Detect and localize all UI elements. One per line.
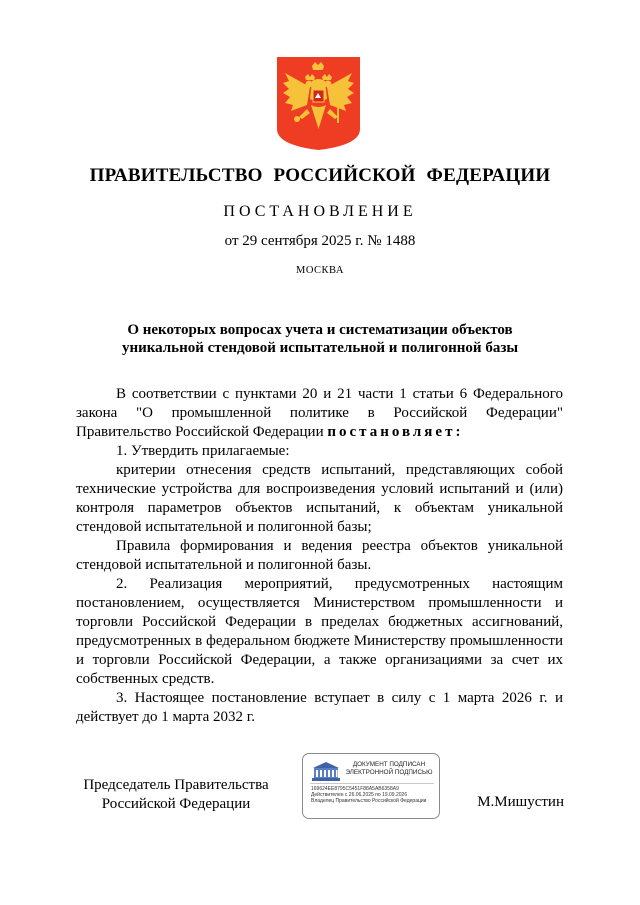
signatory-position-line: Председатель Правительства bbox=[83, 777, 269, 793]
document-type: ПОСТАНОВЛЕНИЕ bbox=[223, 203, 417, 220]
stamp-title bbox=[343, 761, 435, 777]
item-1-criteria: критерии отнесения средств испытаний, представляющих собой технические устройства для воспроизведения условий испытаний и (или) контроля параметров объектов испытаний, к объектам уникальной стендовой испытательной и полигонной базы; bbox=[76, 462, 563, 535]
decree-body bbox=[76, 385, 563, 727]
certificate-serial: 169624EE8795C5451F88A5AB6358A9 bbox=[311, 786, 399, 792]
decides-word: постановляет: bbox=[327, 424, 464, 440]
government-building-icon bbox=[311, 760, 341, 782]
decree-title-line: О некоторых вопросах учета и систематизации объектов bbox=[127, 322, 513, 338]
russian-coat-of-arms-icon bbox=[277, 57, 360, 150]
certificate-owner: Владелец Правительство Российской Федерации bbox=[311, 798, 427, 804]
signatory-name: М.Мишустин bbox=[477, 794, 564, 810]
signatory-position bbox=[76, 776, 276, 814]
stamp-title-line: ЭЛЕКТРОННОЙ ПОДПИСЬЮ bbox=[345, 769, 433, 776]
decree-date-number: от 29 сентября 2025 г. № 1488 bbox=[224, 233, 416, 249]
signatory-position-line: Российской Федерации bbox=[101, 796, 251, 812]
decree-title bbox=[0, 321, 640, 357]
preamble-text: В соответствии с пунктами 20 и 21 части 1 статьи 6 Федерального закона "О промышленной политике в Российской Федерации" Правительство Российской Федерации bbox=[76, 386, 563, 440]
decree-title-line: уникальной стендовой испытательной и полигонной базы bbox=[121, 340, 519, 356]
item-1: 1. Утвердить прилагаемые: bbox=[116, 443, 290, 459]
stamp-divider bbox=[310, 783, 434, 784]
stamp-info bbox=[311, 786, 436, 804]
stamp-title-line: ДОКУМЕНТ ПОДПИСАН bbox=[352, 761, 426, 768]
city-label: МОСКВА bbox=[296, 265, 344, 276]
government-heading: ПРАВИТЕЛЬСТВО РОССИЙСКОЙ ФЕДЕРАЦИИ bbox=[89, 165, 551, 186]
item-3: 3. Настоящее постановление вступает в силу с 1 марта 2026 г. и действует до 1 марта 2032 г. bbox=[76, 690, 563, 725]
certificate-validity: Действителен с 26.06.2025 по 19.09.2026 bbox=[311, 792, 408, 798]
item-2: 2. Реализация мероприятий, предусмотренных настоящим постановлением, осуществляется Министерством промышленности и торговли Российской Федерации в пределах бюджетных ассигнований, предусмотренных в федеральном бюджете Министерству промышленности и торговли Российской Федерации, а также организациями за счет их собственных средств. bbox=[76, 576, 563, 687]
item-1-rules: Правила формирования и ведения реестра объектов уникальной стендовой испытательной и полигонной базы. bbox=[76, 538, 563, 573]
electronic-signature-stamp bbox=[302, 753, 440, 819]
preamble-paragraph bbox=[76, 385, 563, 442]
